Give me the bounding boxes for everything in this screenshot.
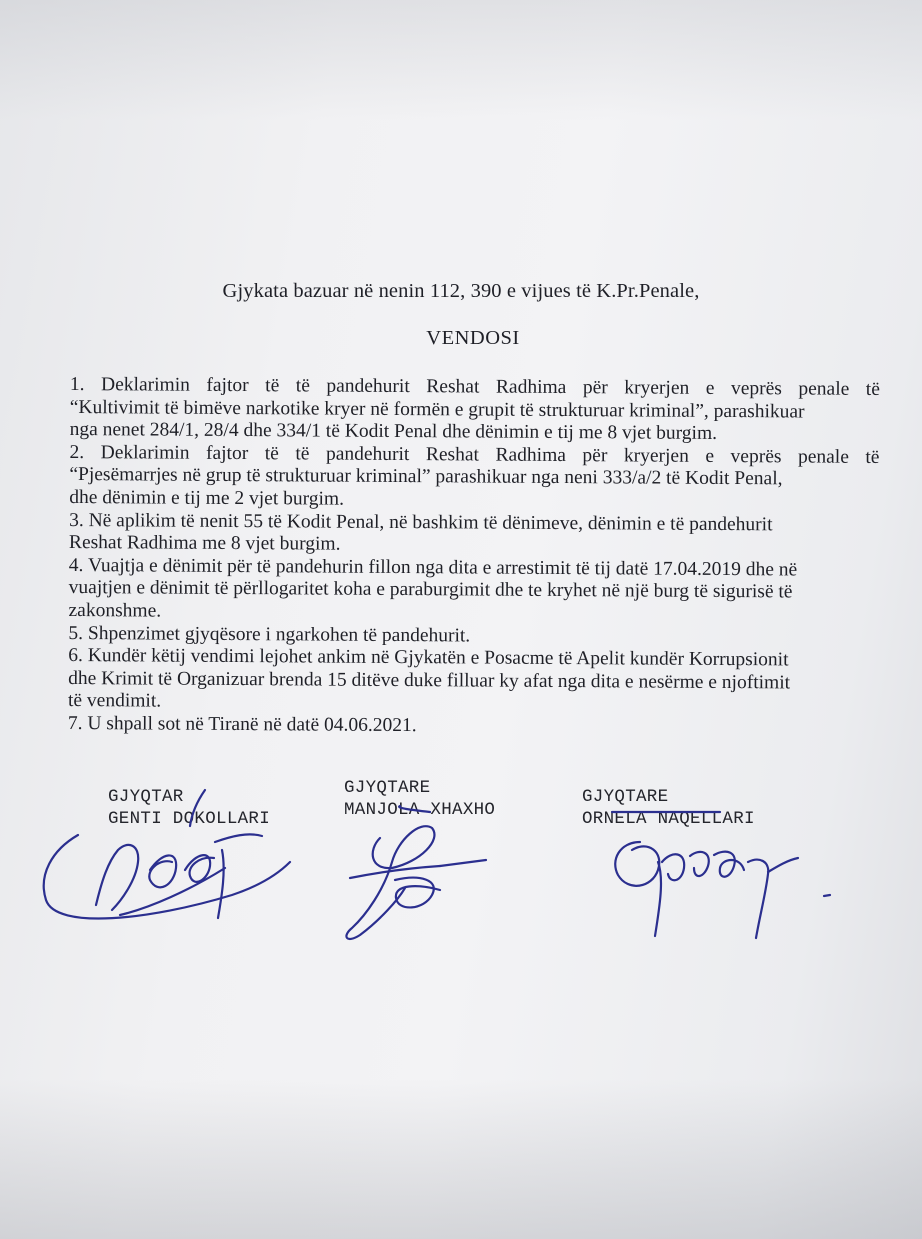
- judge-title: GJYQTARE: [344, 778, 431, 798]
- item-line: 4. Vuajtja e dënimit për të pandehurin fillon nga dita e arrestimit të tij datë 17.04.2019 dhe në: [68, 554, 798, 581]
- item-line: dhe dënimin e tij me 2 vjet burgim.: [69, 486, 345, 510]
- item-line: dhe Krimit të Organizuar brenda 15 ditëve duke filluar ky afat nga dita e nesërme e njoftimit: [68, 667, 791, 694]
- item-line: zakonshme.: [68, 599, 162, 622]
- decision-item-2: [69, 442, 879, 515]
- item-line: vuajtjen e dënimit të përllogaritet koha e paraburgimit dhe te kryhet në një burg të sigurisë të: [68, 577, 793, 603]
- item-line: 1. Deklarimin fajtor të të pandehurit Reshat Radhima për kryerjen e veprës penale të: [69, 374, 880, 400]
- bottom-shadow: [0, 1079, 922, 1239]
- judge-signature-block-2: [344, 777, 495, 821]
- item-line: “Kultivimit të bimëve narkotike kryer në formën e grupit të strukturuar kriminal”, parashikuar: [69, 396, 805, 423]
- item-line: “Pjesëmarrjes në grup të strukturuar kriminal” parashikuar nga neni 333/a/2 të Kodit Penal,: [69, 464, 783, 490]
- judge-signature-block-3: [582, 786, 755, 830]
- judge-name: MANJOLA XHAXHO: [344, 800, 496, 820]
- item-line: 7. U shpall sot në Tiranë në datë 04.06.2021.: [67, 712, 417, 737]
- item-line: të vendimit.: [67, 690, 162, 712]
- decision-item-3: [69, 510, 879, 560]
- judge-title: GJYQTAR: [108, 787, 184, 807]
- judge-title: GJYQTARE: [582, 787, 669, 807]
- judge-name: ORNELA NAQELLARI: [582, 809, 755, 829]
- item-line: nga nenet 284/1, 28/4 dhe 334/1 të Kodit Penal dhe dënimin e tij me 8 vjet burgim.: [69, 419, 718, 445]
- item-line: Reshat Radhima me 8 vjet burgim.: [68, 532, 341, 555]
- decision-list: [68, 374, 880, 740]
- item-line: 5. Shpenzimet gjyqësore i ngarkohen të pandehurit.: [68, 622, 471, 646]
- decision-item-1: [70, 374, 880, 447]
- decision-heading: VENDOSI: [426, 327, 520, 349]
- intro-line: Gjykata bazuar në nenin 112, 390 e vijues të K.Pr.Penale,: [222, 280, 700, 302]
- decision-item-6: [68, 645, 878, 718]
- judge-name: GENTI DOKOLLARI: [108, 809, 271, 829]
- judge-signature-block-1: [108, 786, 270, 830]
- top-shadow: [0, 0, 922, 120]
- decision-item-4: [68, 555, 878, 628]
- item-line: 6. Kundër këtij vendimi lejohet ankim në Gjykatën e Posacme të Apelit kundër Korrupsionit: [68, 645, 789, 671]
- item-line: 2. Deklarimin fajtor të të pandehurit Reshat Radhima për kryerjen e veprës penale të: [69, 441, 880, 468]
- item-line: 3. Në aplikim të nenit 55 të Kodit Penal, në bashkim të dënimeve, dënimin e të pandehurit: [69, 509, 773, 535]
